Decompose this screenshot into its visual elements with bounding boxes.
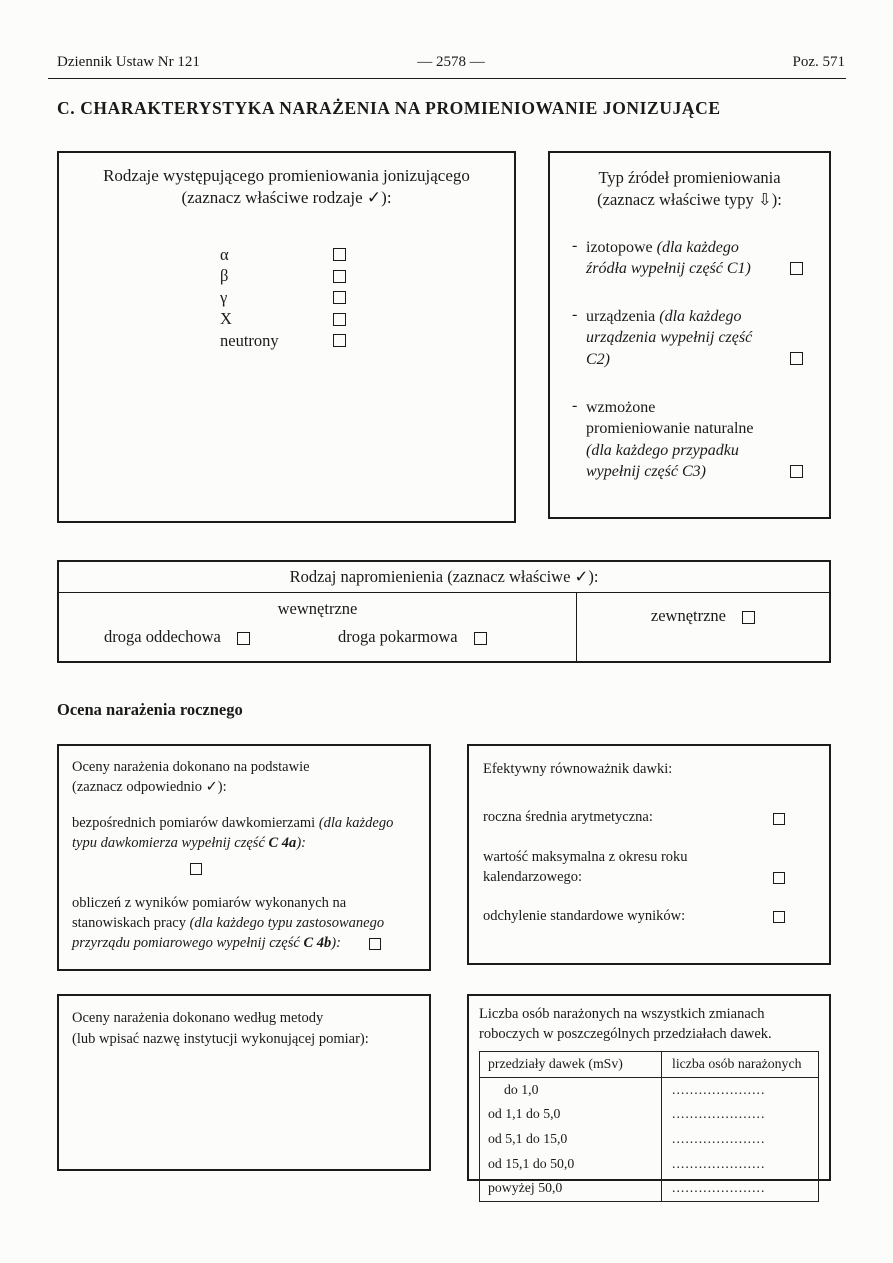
source-item-devices-text	[586, 306, 760, 371]
internal-routes	[59, 627, 576, 647]
source-item-devices-label: urządzenia	[586, 307, 660, 325]
person-count-cell[interactable]: .....................	[672, 1180, 766, 1196]
radiation-label-gamma: γ	[220, 287, 228, 307]
radiation-checkbox-x[interactable]	[333, 313, 346, 326]
person-count-cell[interactable]: .....................	[672, 1106, 766, 1122]
position-number: Poz. 571	[792, 54, 846, 70]
spacer	[760, 306, 790, 371]
radiation-row-gamma	[220, 287, 346, 309]
source-checkbox-devices[interactable]	[790, 352, 803, 365]
dose-range-column-header: przedziały dawek (mSv)	[480, 1052, 662, 1077]
source-item-natural	[572, 397, 813, 483]
dose-range-cell: do 1,0	[480, 1078, 662, 1103]
exposed-title-line2: roboczych w poszczególnych przedziałach dawek.	[479, 1025, 772, 1042]
basis-item1-note-post: ):	[296, 835, 306, 851]
radiation-box-title-line2: (zaznacz właściwe rodzaje ✓):	[181, 188, 392, 208]
dose-row-mean	[483, 807, 815, 827]
alimentary-checkbox[interactable]	[474, 632, 487, 645]
table-row	[480, 1102, 818, 1127]
external-label: zewnętrzne	[650, 606, 726, 625]
external-checkbox[interactable]	[742, 611, 755, 624]
basis-intro-line1: Oceny narażenia dokonano na podstawie	[72, 759, 310, 775]
radiation-label-alpha: α	[220, 244, 229, 264]
exposed-box-title	[479, 1005, 819, 1044]
page-header	[57, 54, 845, 71]
radiation-checkbox-neutrons[interactable]	[333, 334, 346, 347]
person-count-cell[interactable]: .....................	[672, 1131, 766, 1146]
table-row	[480, 1078, 818, 1103]
basis-item2-note-bold: C 4b	[303, 935, 332, 951]
page-number: — 2578 —	[417, 54, 485, 70]
table-row	[480, 1152, 818, 1177]
radiation-types-box	[57, 151, 516, 523]
dose-checkbox-max[interactable]	[773, 872, 785, 884]
irradiation-table-header: Rodzaj napromienienia (zaznacz właściwe ✓):	[59, 562, 829, 593]
alimentary-route	[338, 627, 487, 647]
basis-intro-line2: (zaznacz odpowiednio ✓):	[72, 779, 227, 795]
source-item-natural-label: wzmożone promieniowanie naturalne	[586, 398, 754, 438]
basis-item-dosimeters	[72, 813, 416, 853]
source-item-devices-note: (dla każdego urządzenia wypełnij część C2)	[586, 307, 753, 368]
source-item-isotope-text	[586, 237, 760, 280]
source-item-isotope	[572, 237, 813, 280]
person-count-column-header: liczba osób narażonych	[672, 1056, 802, 1072]
section-title: C. CHARAKTERYSTYKA NARAŻENIA NA PROMIENIOWANIE JONIZUJĄCE	[57, 98, 721, 118]
radiation-checkbox-beta[interactable]	[333, 270, 346, 283]
basis-item1-note-bold: C 4a	[268, 835, 297, 851]
person-count-cell[interactable]: .....................	[672, 1081, 766, 1097]
source-item-devices	[572, 306, 813, 371]
basis-item2-note-post: ):	[331, 935, 341, 951]
dose-ranges-header-row	[480, 1052, 818, 1078]
alimentary-label: droga pokarmowa	[337, 627, 458, 646]
irradiation-table-body	[59, 593, 829, 661]
source-item-isotope-label: izotopowe	[586, 238, 657, 256]
header-divider	[48, 78, 846, 79]
radiation-row-x	[220, 308, 346, 330]
table-row	[480, 1176, 818, 1201]
exposed-persons-box	[467, 994, 831, 1196]
respiratory-route	[104, 627, 250, 647]
radiation-checkbox-alpha[interactable]	[333, 248, 346, 261]
source-item-natural-cbwrap	[790, 462, 803, 483]
dash-bullet: -	[572, 305, 578, 323]
source-box-title-line1: Typ źródeł promieniowania	[598, 168, 781, 187]
source-item-devices-cbwrap	[790, 350, 803, 371]
respiratory-checkbox[interactable]	[237, 632, 250, 645]
source-item-isotope-cbwrap	[790, 259, 803, 280]
basis-item-workplace	[72, 893, 416, 953]
spacer	[760, 397, 790, 483]
spacer	[760, 237, 790, 280]
internal-cell	[59, 593, 577, 661]
basis-item2-text: obliczeń z wyników pomiarów wykonanych na stanowiskach pracy	[72, 895, 347, 931]
source-box-title	[566, 165, 813, 211]
radiation-label-x: X	[220, 309, 232, 329]
assessment-basis-box	[57, 744, 431, 971]
dose-items	[483, 807, 815, 926]
dose-row-max	[483, 847, 815, 888]
dose-box-title: Efektywny równoważnik dawki:	[483, 761, 673, 777]
dose-equivalent-box	[467, 744, 831, 965]
annual-exposure-heading: Ocena narażenia rocznego	[57, 700, 243, 719]
dose-range-cell: od 1,1 do 5,0	[480, 1102, 662, 1127]
dose-checkbox-stddev[interactable]	[773, 911, 785, 923]
dose-label-mean: roczna średnia arytmetyczna:	[483, 809, 653, 826]
dose-range-cell: powyżej 50,0	[480, 1176, 662, 1201]
basis-item1-cbline	[190, 858, 416, 878]
source-type-list	[566, 237, 813, 483]
respiratory-label: droga oddechowa	[104, 627, 221, 646]
radiation-box-title	[59, 153, 514, 210]
external-cell	[577, 593, 829, 661]
exposed-title-line1: Liczba osób narażonych na wszystkich zmianach	[479, 1006, 765, 1022]
radiation-type-list	[220, 244, 346, 352]
person-count-cell[interactable]: .....................	[672, 1155, 766, 1171]
table-row	[480, 1127, 818, 1152]
basis-checkbox-dosimeters[interactable]	[190, 863, 202, 875]
radiation-box-title-line1: Rodzaje występującego promieniowania jonizującego	[103, 166, 470, 185]
method-line1: Oceny narażenia dokonano według metody	[72, 1010, 324, 1026]
internal-label: wewnętrzne	[277, 599, 358, 618]
basis-item1-text: bezpośrednich pomiarów dawkomierzami	[72, 815, 319, 831]
method-box	[57, 994, 431, 1171]
source-checkbox-natural[interactable]	[790, 465, 803, 478]
radiation-row-alpha	[220, 244, 346, 266]
basis-checkbox-workplace[interactable]	[369, 938, 381, 950]
dash-bullet: -	[572, 236, 578, 254]
dose-label-max: wartość maksymalna z okresu roku kalendarzowego:	[483, 848, 688, 885]
dash-bullet: -	[572, 396, 578, 414]
irradiation-kind-table	[57, 560, 831, 663]
dose-range-cell: od 15,1 do 50,0	[480, 1152, 662, 1177]
source-types-box	[548, 151, 831, 519]
source-box-title-line2: (zaznacz właściwe typy ⇩):	[597, 189, 782, 209]
basis-item2-note-pre: (dla każdego typu zastosowanego przyrządu pomiarowego wypełnij część	[72, 915, 385, 951]
dose-checkbox-mean[interactable]	[773, 813, 785, 825]
radiation-checkbox-gamma[interactable]	[333, 291, 346, 304]
source-checkbox-isotope[interactable]	[790, 262, 803, 275]
radiation-label-beta: β	[220, 266, 229, 286]
source-item-isotope-note: (dla każdego źródła wypełnij część C1)	[586, 238, 751, 278]
dose-range-cell: od 5,1 do 15,0	[480, 1127, 662, 1152]
radiation-row-neutrons	[220, 330, 346, 352]
journal-name: Dziennik Ustaw Nr 121	[57, 54, 200, 70]
dose-label-stddev: odchylenie standardowe wyników:	[483, 908, 686, 925]
source-item-natural-text	[586, 397, 760, 483]
radiation-row-beta	[220, 265, 346, 287]
dose-ranges-table	[479, 1051, 819, 1202]
radiation-label-neutrons: neutrony	[220, 330, 279, 350]
basis-intro	[72, 757, 416, 797]
method-line2: (lub wpisać nazwę instytucji wykonującej pomiar):	[72, 1031, 369, 1048]
basis-item1-note-pre: (dla każdego typu dawkomierza wypełnij część	[72, 815, 394, 851]
dose-row-stddev	[483, 906, 815, 926]
source-item-natural-note: (dla każdego przypadku wypełnij część C3)	[586, 441, 739, 481]
